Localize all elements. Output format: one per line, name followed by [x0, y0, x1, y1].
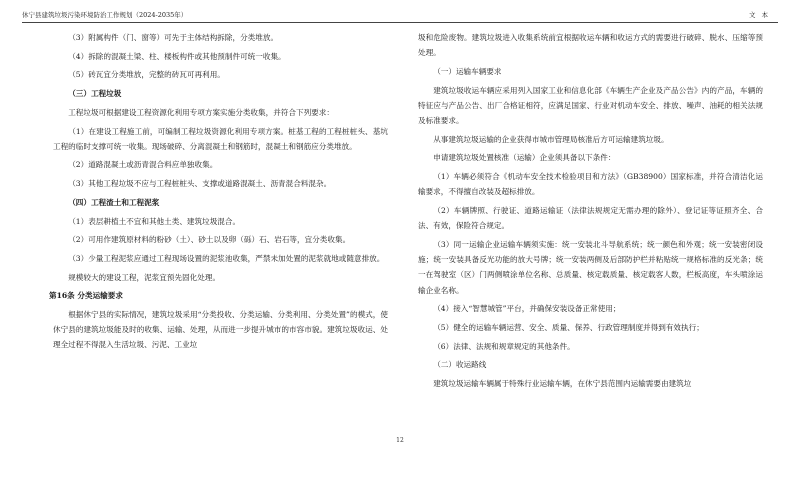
section-heading: （四）工程渣土和工程泥浆: [68, 197, 160, 207]
paragraph: （3）附属构件（门、窗等）可先于主体结构拆除，分类堆放。: [68, 33, 279, 42]
paragraph: （5）砖瓦宜分类堆放，完整的砖瓦可再利用。: [68, 70, 225, 80]
section-heading: 第16条 分类运输要求: [49, 291, 123, 301]
paragraph: （4）拆除的混凝土梁、柱、楼板构件或其他预制件可统一收集。: [68, 51, 286, 61]
page-number: 12: [396, 437, 404, 444]
document-title: 休宁县建筑垃圾污染环境防治工作规划（2024-2035年）: [22, 11, 188, 19]
paragraph: 规模较大的建设工程，泥浆宜预先固化处理。: [68, 272, 221, 282]
page-header: [22, 8, 778, 23]
paragraph: （一）运输车辆要求: [433, 66, 502, 76]
paragraph: 建筑垃圾运输车辆属于特殊行业运输车辆，在休宁县范围内运输需要由建筑垃: [433, 379, 692, 389]
paragraph: 根据休宁县的实际情况，建筑垃圾采用“分类投收、分类运输、分类利用、分类处置”的模式，使休宁县的建筑垃圾能及时的收集、运输、处理，从而进一步提升城市的市容市貌。建筑垃圾收运、处理全过程不得混入生活垃圾、污泥、工业垃: [53, 310, 388, 350]
paragraph: （2）道路混凝土或沥青混合料应单独收集。: [68, 160, 218, 170]
paragraph: （3）同一运输企业运输车辆须实施：统一安装北斗导航系统；统一颜色和外观；统一安装密闭设施；统一安装具备反光功能的放大号牌；统一安装两侧及后部防护栏并粘贴统一规格标准的反光条；统一在驾驶室（区）门两侧喷涂单位名称、总质量、核定载质量、核定载客人数，栏板高度，车头喷涂运输企业名称。: [418, 239, 763, 295]
right-text-column: [418, 30, 763, 395]
paragraph: （6）法律、法规和规章规定的其他条件。: [433, 341, 575, 351]
paragraph: （2）可用作建筑原材料的粉砂（土）、砂土以及卵（砾）石、岩石等，宜分类收集。: [68, 235, 351, 245]
paragraph: （1）车辆必须符合《机动车安全技术检验项目和方法》（GB38900）国家标准，并符合清洁化运输要求，不得擅自改装及超标排放。: [418, 172, 763, 197]
section-heading: （三）工程垃圾: [68, 89, 122, 99]
paragraph: 圾和危险废物。建筑垃圾进入收集系统前宜根据收运车辆和收运方式的需要进行破碎、脱水、压缩等预处理。: [418, 33, 763, 58]
document-type-label: 文本: [749, 11, 774, 19]
paragraph: （4）接入“智慧城管”平台，并确保安装设备正常使用；: [433, 304, 621, 314]
paragraph: 申请建筑垃圾处置核准（运输）企业须具备以下条件：: [433, 153, 616, 163]
left-text-column: [49, 30, 388, 356]
paragraph: 建筑垃圾收运车辆应采用列入国家工业和信息化部《车辆生产企业及产品公告》内的产品，车辆的特征应与产品公告、出厂合格证相符，应满足国家、行业对机动车安全、排放、噪声、油耗的相关法规及标准要求。: [418, 85, 763, 126]
paragraph: （2）车辆牌照、行驶证、道路运输证（法律法规规定无需办理的除外）、登记证等证照齐全、合法、有效，保险符合规定。: [418, 206, 763, 231]
paragraph: （3）其他工程垃圾不应与工程桩桩头、支撑或道路混凝土、沥青混合料混杂。: [68, 179, 332, 189]
paragraph: （二）收运路线: [433, 360, 487, 370]
paragraph: 工程垃圾可根据建设工程资源化利用专项方案实施分类收集，并符合下列要求：: [68, 107, 334, 117]
paragraph: （5）健全的运输车辆运营、安全、质量、保养、行政管理制度并得到有效执行；: [433, 322, 704, 332]
paragraph: （3）少量工程泥浆应通过工程现场设置的泥浆池收集，严禁未加处置的泥浆就地或随意排放。: [68, 253, 385, 263]
paragraph: 从事建筑垃圾运输的企业获得市城市管理局核准后方可运输建筑垃圾。: [433, 134, 669, 144]
paragraph: （1）在建设工程施工前，可编制工程垃圾资源化利用专项方案。桩基工程的工程桩桩头、基坑工程的临时支撑可统一收集。现场破碎、分离混凝土和钢筋时，混凝土和钢筋应分类堆放。: [53, 126, 388, 151]
paragraph: （1）表层耕植土不宜和其他土类、建筑垃圾混合。: [68, 216, 241, 226]
